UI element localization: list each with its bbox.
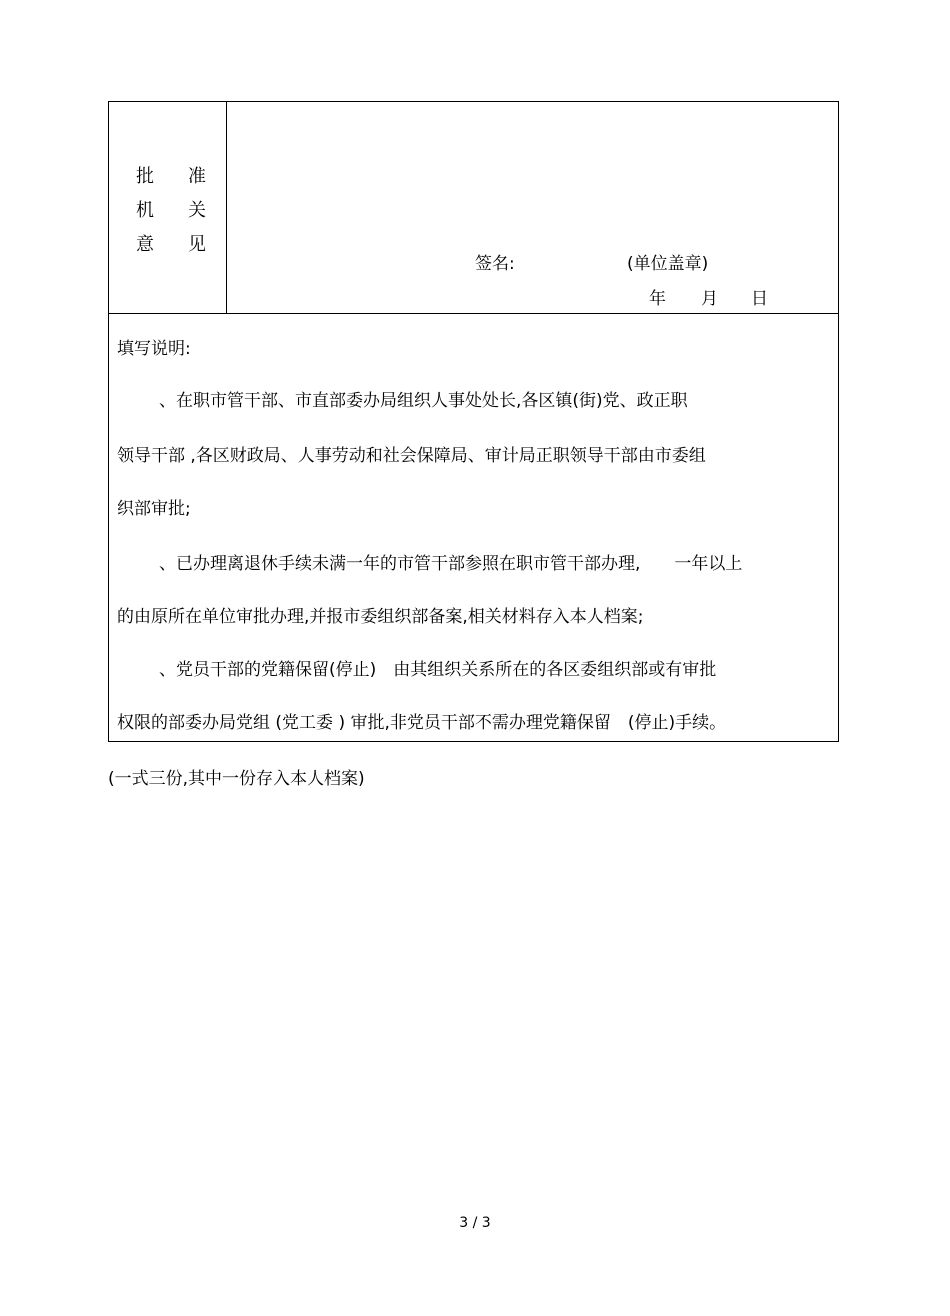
instruction-line: 、在职市管干部、市直部委办局组织人事处处长,各区镇(街)党、政正职 — [159, 391, 688, 411]
date-month-label: 月 — [701, 289, 718, 309]
instructions-heading: 填写说明: — [117, 339, 191, 359]
label-line-2 — [136, 200, 206, 222]
instruction-line: 权限的部委办局党组 (党工委 ) 审批,非党员干部不需办理党籍保留 (停止)手续。 — [117, 713, 727, 733]
instruction-line: 的由原所在单位审批办理,并报市委组织部备案,相关材料存入本人档案; — [117, 607, 644, 627]
label-char: 机 — [136, 200, 154, 221]
copies-note: (一式三份,其中一份存入本人档案) — [108, 769, 365, 789]
instruction-line: 、党员干部的党籍保留(停止) 由其组织关系所在的各区委组织部或有审批 — [159, 660, 717, 680]
instruction-line: 、已办理离退休手续未满一年的市管干部参照在职市管干部办理, 一年以上 — [159, 554, 743, 574]
label-line-1 — [136, 166, 206, 188]
approval-form-table — [108, 101, 839, 742]
seal-label: (单位盖章) — [627, 254, 709, 274]
label-char: 意 — [136, 234, 154, 255]
label-char: 关 — [188, 200, 206, 221]
approval-label-cell — [109, 102, 227, 313]
label-char: 准 — [188, 166, 206, 187]
date-year-label: 年 — [649, 289, 666, 309]
filling-instructions — [109, 314, 838, 743]
instruction-line: 领导干部 ,各区财政局、人事劳动和社会保障局、审计局正职领导干部由市委组 — [117, 446, 706, 466]
approval-opinion-field[interactable] — [227, 102, 838, 313]
label-line-3 — [136, 234, 206, 256]
approval-opinion-row — [109, 102, 838, 314]
page-number: 3 / 3 — [459, 1215, 491, 1231]
label-char: 见 — [188, 234, 206, 255]
label-char: 批 — [136, 166, 154, 187]
instruction-line: 织部审批; — [117, 499, 191, 519]
signature-label: 签名: — [475, 254, 515, 274]
date-day-label: 日 — [751, 289, 768, 309]
